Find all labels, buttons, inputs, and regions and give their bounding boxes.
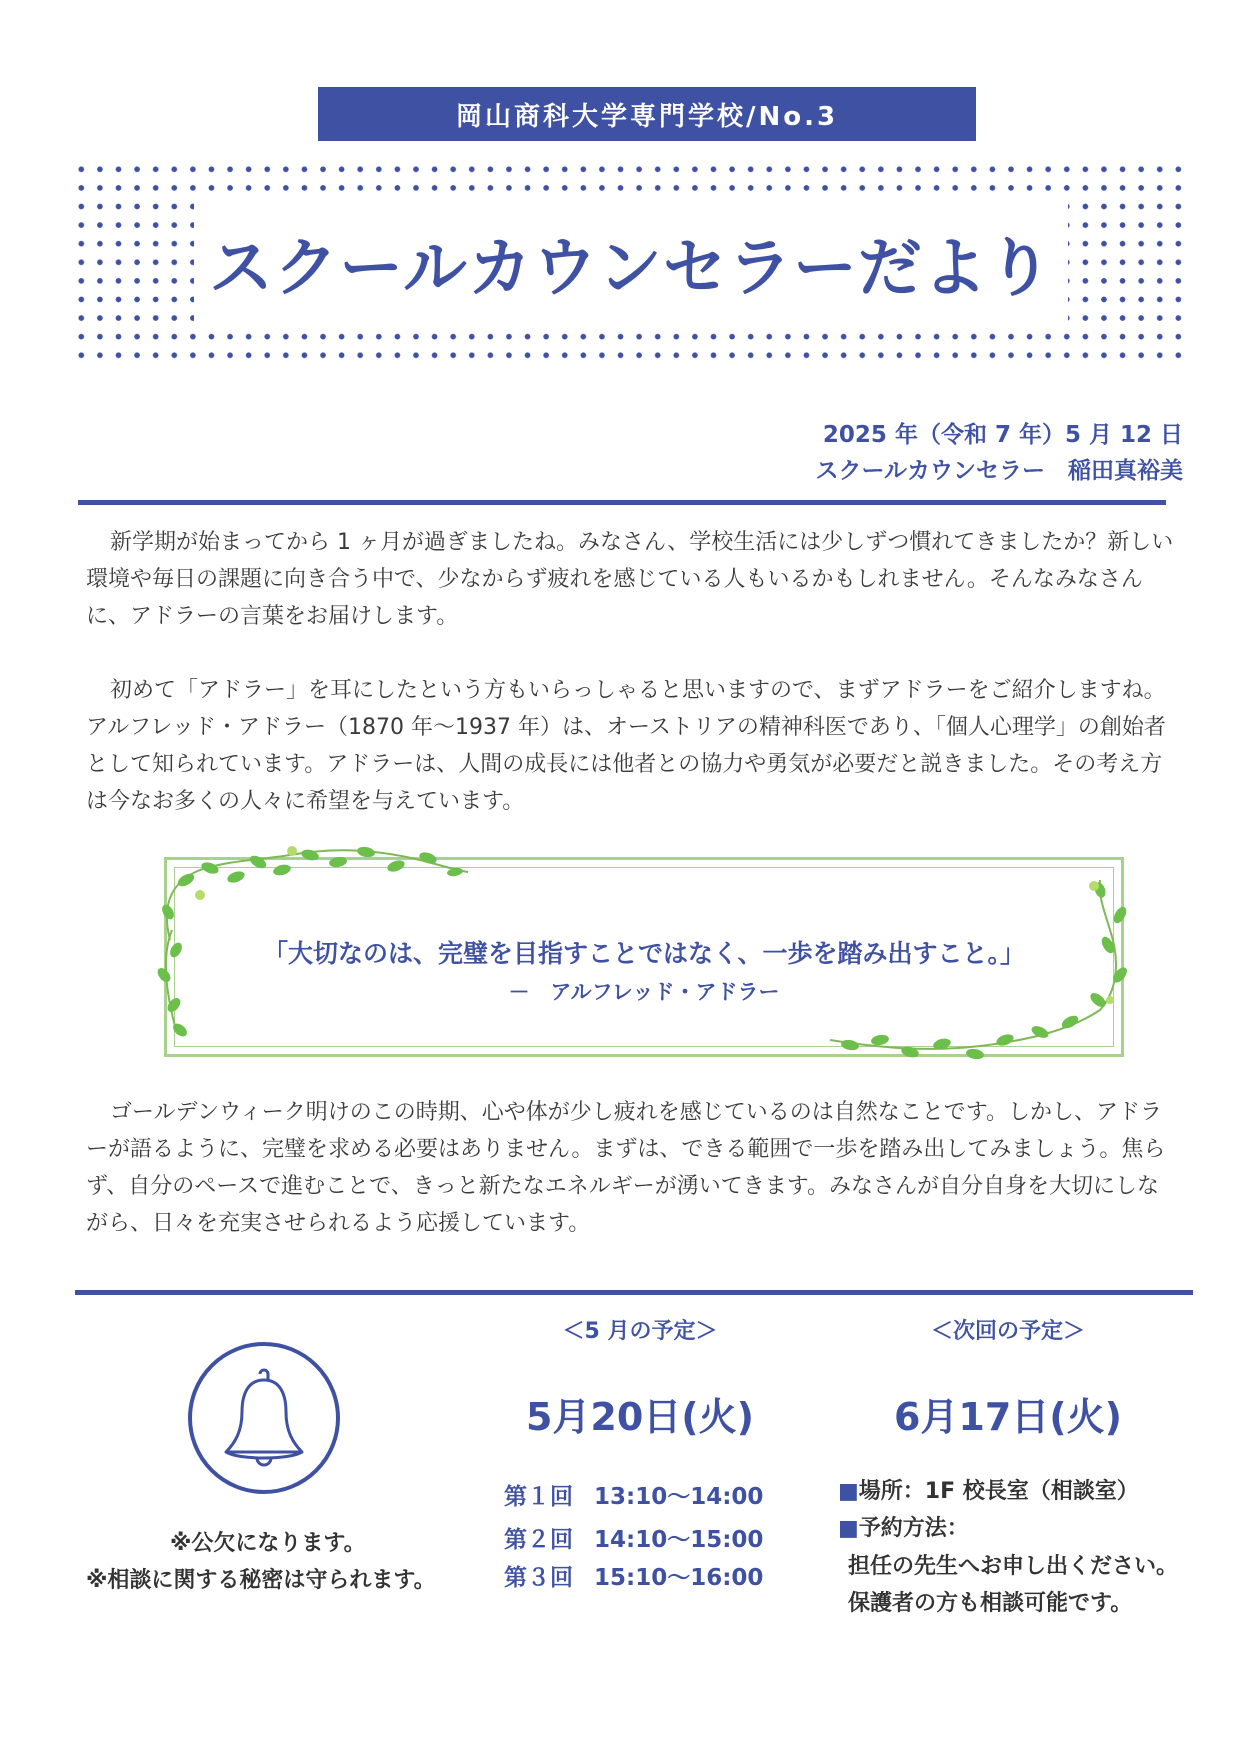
reservation-label: 予約方法： (858, 1516, 969, 1541)
next-schedule-date: 6月17日(火) (893, 1395, 1123, 1439)
intro-paragraph: 新学期が始まってから 1 ヶ月が過ぎましたね。みなさん、学校生活には少しずつ慣れてきましたか？新しい環境や毎日の課題に向き合う中で、少なからず疲れを感じている人もいるかもしれません。そんなみなさんに、アドラーの言葉をお届けします。 (86, 530, 1174, 629)
session-label: 第３回 (504, 1565, 573, 1591)
note-confidentiality: ※相談に関する秘密は守られます。 (86, 1568, 436, 1593)
adler-quote: 「大切なのは、完璧を目指すことではなく、一歩を踏み出すこと。」 (262, 939, 1025, 968)
session-time: 13:10～14:00 (594, 1484, 764, 1510)
closing-paragraph: ゴールデンウィーク明けのこの時期、心や体が少し疲れを感じているのは自然なことです。しかし、アドラーが語るように、完璧を求める必要はありません。まずは、できる範囲で一歩を踏み出してみましょう。焦らず、自分のペースで進むことで、きっと新たなエネルギーが湧いてきます。みなさんが自分自身を大切にしながら、日々を充実させられるよう応援しています。 (86, 1100, 1166, 1236)
bell-icon (186, 1340, 342, 1496)
session-label: 第２回 (504, 1527, 573, 1553)
may-schedule-date: 5月20日(火) (525, 1395, 755, 1439)
next-schedule-heading: ＜次回の予定＞ (930, 1319, 1085, 1344)
note-absence: ※公欠になります。 (170, 1531, 366, 1556)
reservation-detail: 担任の先生へお申し出ください。 (848, 1554, 1179, 1579)
info-place (838, 1474, 1139, 1505)
banner-text: 岡山商科大学専門学校/No.3 (455, 101, 839, 132)
info-reservation (838, 1511, 969, 1542)
session-label: 第１回 (504, 1484, 573, 1510)
square-bullet-icon: ■ (838, 1479, 859, 1504)
guardian-note: 保護者の方も相談可能です。 (848, 1591, 1133, 1616)
page-title: スクールカウンセラーだより (209, 232, 1053, 306)
divider-bottom (75, 1290, 1193, 1295)
author-name: スクールカウンセラー 稲田真裕美 (815, 458, 1183, 484)
issue-date: 2025 年（令和 7 年）5 月 12 日 (822, 422, 1183, 448)
place-text: 場所：1F 校長室（相談室） (858, 1479, 1139, 1504)
square-bullet-icon: ■ (838, 1516, 859, 1541)
session-row (504, 1478, 794, 1511)
session-row (504, 1521, 794, 1554)
quote-attribution: － アルフレッド・アドラー (508, 980, 780, 1004)
session-time: 14:10～15:00 (594, 1527, 764, 1553)
session-row (504, 1559, 794, 1592)
session-time: 15:10～16:00 (594, 1565, 764, 1591)
may-schedule-heading: ＜5 月の予定＞ (562, 1319, 718, 1344)
adler-intro-paragraph: 初めて「アドラー」を耳にしたという方もいらっしゃると思いますので、まずアドラーをご紹介しますね。アルフレッド・アドラー（1870 年～1937 年）は、オーストリアの精神科医であり、「個人心理学」の創始者として知られています。アドラーは、人間の成長には他者との協力や勇気が必要だと説きました。その考え方は今なお多くの人々に希望を与えています。 (86, 678, 1166, 814)
